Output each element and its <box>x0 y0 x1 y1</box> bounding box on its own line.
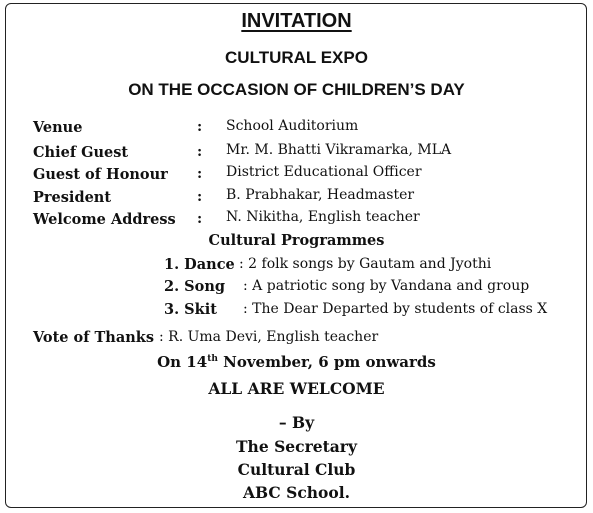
president-value: B. Prabhakar, Headmaster <box>226 187 415 203</box>
signature-school: ABC School. <box>242 483 350 502</box>
programme-value-song: : A patriotic song by Vandana and group <box>243 278 530 294</box>
president-colon: : <box>197 189 203 205</box>
signature-secretary: The Secretary <box>236 437 357 456</box>
event-date: On 14th November, 6 pm onwards <box>157 353 436 371</box>
guest-of-honour-colon: : <box>197 166 203 182</box>
guest-of-honour-label: Guest of Honour <box>33 166 168 183</box>
signature-club: Cultural Club <box>237 460 356 479</box>
programme-label-dance: 1. Dance <box>164 256 235 273</box>
by-line: – By <box>278 413 315 432</box>
event-name: CULTURAL EXPO <box>225 48 368 67</box>
welcome-address-label: Welcome Address <box>33 211 176 228</box>
venue-label: Venue <box>33 119 83 136</box>
venue-colon: : <box>197 119 203 135</box>
venue-value: School Auditorium <box>226 118 359 134</box>
vote-of-thanks-value: : R. Uma Devi, English teacher <box>159 329 379 345</box>
chief-guest-colon: : <box>197 144 203 160</box>
programmes-heading: Cultural Programmes <box>208 232 385 249</box>
welcome-line: ALL ARE WELCOME <box>208 379 385 398</box>
chief-guest-label: Chief Guest <box>33 144 129 161</box>
welcome-address-value: N. Nikitha, English teacher <box>226 209 420 225</box>
welcome-address-colon: : <box>197 211 203 227</box>
programme-value-dance: : 2 folk songs by Gautam and Jyothi <box>239 256 492 272</box>
vote-of-thanks-label: Vote of Thanks <box>33 329 154 346</box>
programme-label-skit: 3. Skit <box>164 301 217 318</box>
guest-of-honour-value: District Educational Officer <box>226 164 422 180</box>
invitation-title: INVITATION <box>241 10 352 32</box>
programme-value-skit: : The Dear Departed by students of class X <box>243 301 548 317</box>
occasion: ON THE OCCASION OF CHILDREN’S DAY <box>128 80 465 99</box>
president-label: President <box>33 189 112 206</box>
chief-guest-value: Mr. M. Bhatti Vikramarka, MLA <box>226 142 452 158</box>
programme-label-song: 2. Song <box>164 278 226 295</box>
